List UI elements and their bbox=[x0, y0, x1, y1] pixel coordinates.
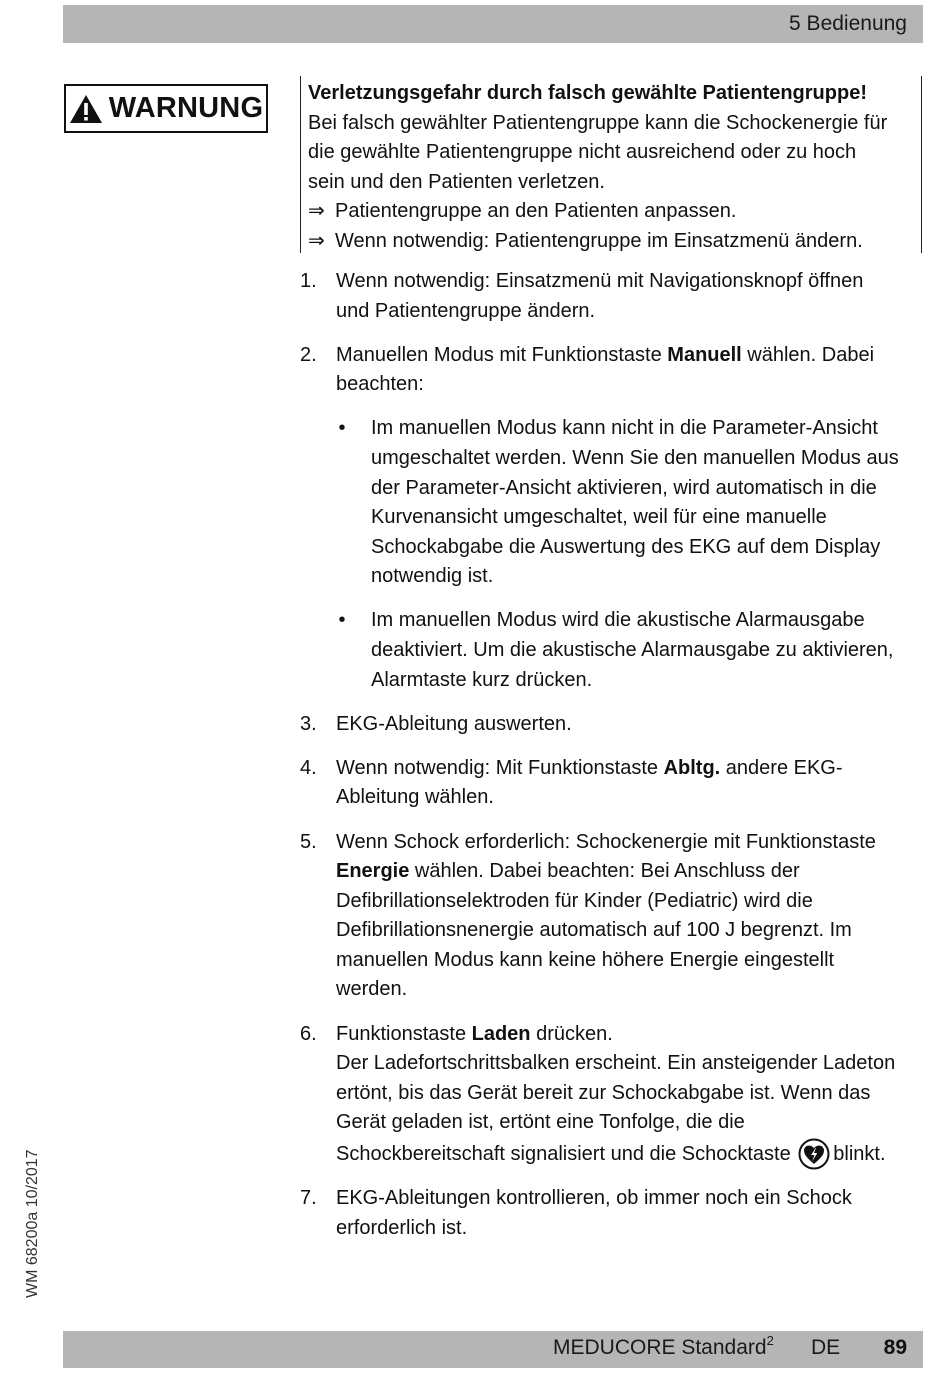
step-number: 4. bbox=[300, 756, 317, 779]
warning-box bbox=[300, 76, 922, 253]
function-key-name: Laden bbox=[471, 1022, 531, 1045]
function-key-name: Abltg. bbox=[663, 756, 721, 779]
warning-label-text: WARNUNG bbox=[108, 92, 264, 124]
function-key-name: Manuell bbox=[667, 343, 742, 366]
warning-line: die gewählte Patientengruppe nicht ausreichend oder zu hoch bbox=[308, 141, 857, 164]
implies-arrow-icon: ⇒ bbox=[308, 229, 325, 252]
step-4: 4. Wenn notwendig: Mit Funktionstaste Abltg. andere EKG- Ableitung wählen. bbox=[300, 754, 922, 813]
step-1: 1. Wenn notwendig: Einsatzmenü mit Navigationsknopf öffnen und Patientengruppe ändern. bbox=[300, 267, 922, 326]
bullet-list bbox=[336, 414, 922, 695]
header-bar bbox=[63, 5, 923, 43]
bullet-icon: • bbox=[338, 417, 346, 440]
step-2: 2. Manuellen Modus mit Funktionstaste Manuell wählen. Dabei beachten: • Im manuellen Modus kann nicht in die Parameter-Ansicht umgeschaltet werden. Wenn Sie den manuellen Modus aus der Parameter-Ansicht aktivieren, wird automatisch in die Kurvenansicht umgeschaltet, weil für eine manuelle Schockabgabe die Auswertung des EKG auf dem Display notwendig ist. • Im manuellen Modus wird die akustische Alarmausgabe deaktiviert. Um die akustische Alarmausgabe zu aktivieren, Alarmtaste kurz drücken. bbox=[300, 341, 922, 696]
section-title: 5 Bedienung bbox=[789, 12, 907, 35]
instruction-list bbox=[300, 267, 922, 1258]
page-number: 89 bbox=[883, 1336, 907, 1359]
warning-action: ⇒ Wenn notwendig: Patientengruppe im Einsatzmenü ändern. bbox=[308, 227, 911, 257]
warning-line: sein und den Patienten verletzen. bbox=[308, 170, 605, 193]
bullet-icon: • bbox=[338, 609, 346, 632]
step-number: 3. bbox=[300, 712, 317, 735]
warning-line: Bei falsch gewählter Patientengruppe kann die Schockenergie für bbox=[308, 111, 888, 134]
document-code: WM 68200a 10/2017 bbox=[24, 1149, 41, 1298]
footer-bar bbox=[63, 1331, 923, 1368]
step-number: 5. bbox=[300, 830, 317, 853]
step-number: 7. bbox=[300, 1187, 317, 1210]
step-3: 3. EKG-Ableitung auswerten. bbox=[300, 710, 922, 740]
step-number: 2. bbox=[300, 343, 317, 366]
product-name: MEDUCORE Standard$^2$ bbox=[553, 1333, 774, 1359]
implies-arrow-icon: ⇒ bbox=[308, 200, 325, 223]
function-key-name: Energie bbox=[336, 860, 410, 883]
warning-triangle-icon bbox=[69, 94, 103, 124]
warning-label bbox=[64, 84, 268, 133]
step-5: 5. Wenn Schock erforderlich: Schockenergie mit Funktionstaste Energie wählen. Dabei beachten: Bei Anschluss der Defibrillationselektroden für Kinder (Pediatric) wird die Defibrillationsnenergie automatisch auf 100 J begrenzt. Im manuellen Modus kann keine höhere Energie eingestellt werden. bbox=[300, 828, 922, 1006]
language-code: DE bbox=[811, 1336, 841, 1359]
shock-button-icon bbox=[798, 1138, 830, 1170]
step-number: 1. bbox=[300, 270, 317, 292]
warning-title: Verletzungsgefahr durch falsch gewählte Patientengruppe! bbox=[308, 82, 867, 104]
bullet-item: • Im manuellen Modus kann nicht in die Parameter-Ansicht umgeschaltet werden. Wenn Sie den manuellen Modus aus der Parameter-Ansicht aktivieren, wird automatisch in die Kurvenansicht umgeschaltet, weil für eine manuelle Schockabgabe die Auswertung des EKG auf dem Display notwendig ist. bbox=[336, 414, 922, 592]
bullet-item: • Im manuellen Modus wird die akustische Alarmausgabe deaktiviert. Um die akustische Alarmausgabe zu aktivieren, Alarmtaste kurz drücken. bbox=[336, 606, 922, 695]
step-7: 7. EKG-Ableitungen kontrollieren, ob immer noch ein Schock erforderlich ist. bbox=[300, 1184, 922, 1243]
warning-action: ⇒ Patientengruppe an den Patienten anpassen. bbox=[308, 197, 911, 227]
step-6: 6. Funktionstaste Laden drücken. Der Ladefortschrittsbalken erscheint. Ein ansteigender Ladeton ertönt, bis das Gerät bereit zur Schockabgabe ist. Wenn das Gerät geladen ist, ertönt eine Tonfolge, die die Schockbereitschaft signalisiert und die Schocktaste blinkt. bbox=[300, 1020, 922, 1170]
step-number: 6. bbox=[300, 1022, 317, 1045]
